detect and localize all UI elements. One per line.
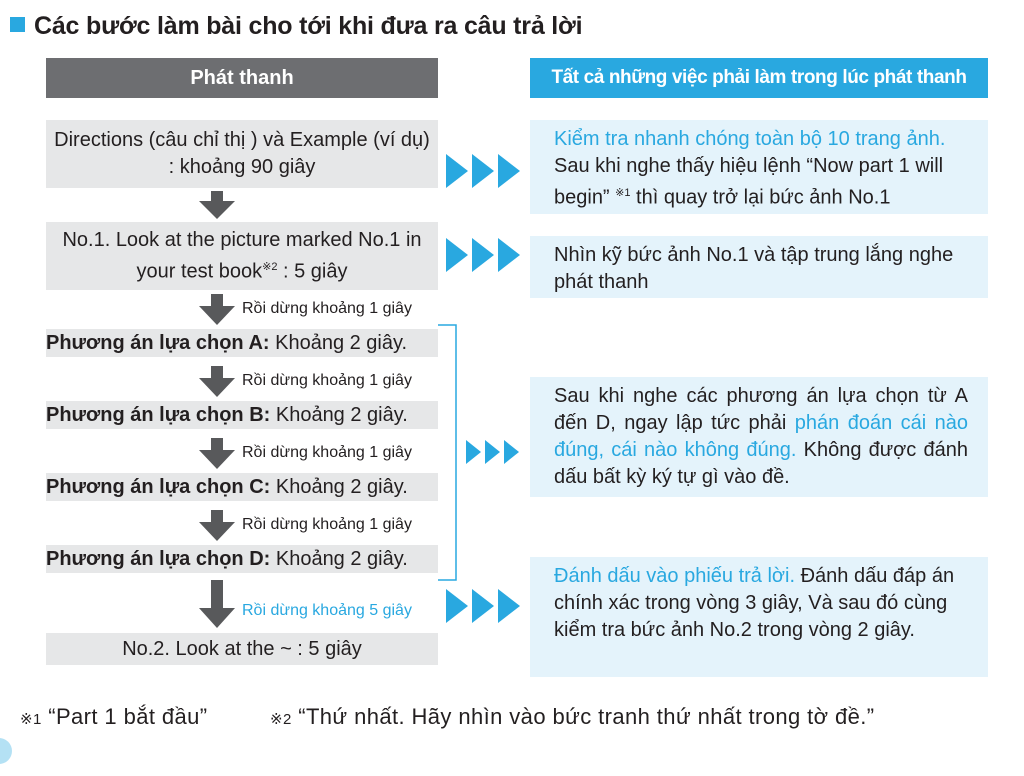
triple-arrow-icon	[446, 154, 522, 188]
title-square-icon	[10, 17, 25, 32]
box-no1: No.1. Look at the picture marked No.1 in your test book$^{※2}$ : 5 giây	[46, 222, 438, 290]
pause-label: Rồi dừng khoảng 1 giây	[242, 300, 412, 317]
task-box-listen: Nhìn kỹ bức ảnh No.1 và tập trung lắng nghe phát thanh	[530, 236, 988, 298]
page-title: Các bước làm bài cho tới khi đưa ra câu trả lời	[10, 12, 582, 41]
footnote-2: ※2 “Thứ nhất. Hãy nhìn vào bức tranh thứ nhất trong tờ đề.”	[270, 704, 875, 729]
task-box-mark: Đánh dấu vào phiếu trả lời. Đánh dấu đáp án chính xác trong vòng 3 giây, Và sau đó cùng kiểm tra bức ảnh No.2 trong vòng 2 giây.	[530, 557, 988, 677]
pause-label-5s: Rồi dừng khoảng 5 giây	[242, 602, 412, 619]
triple-arrow-icon	[466, 440, 522, 464]
down-arrow-icon	[195, 510, 239, 542]
down-arrow-icon	[195, 294, 239, 326]
option-a: Phương án lựa chọn A: Khoảng 2 giây.	[46, 329, 438, 357]
down-arrow-icon	[195, 438, 239, 470]
triple-arrow-icon	[446, 238, 522, 272]
pause-label: Rồi dừng khoảng 1 giây	[242, 372, 412, 389]
down-arrow-icon	[195, 191, 239, 221]
corner-circle	[0, 738, 12, 764]
header-tasks: Tất cả những việc phải làm trong lúc phát thanh	[530, 58, 988, 98]
task-box-judge: Sau khi nghe các phương án lựa chọn từ A đến D, ngay lập tức phải phán đoán cái nào đúng, cái nào không đúng. Không được đánh dấu bất kỳ ký tự gì vào đề.	[530, 377, 988, 497]
option-d: Phương án lựa chọn D: Khoảng 2 giây.	[46, 545, 438, 573]
down-arrow-icon	[195, 366, 239, 398]
option-c: Phương án lựa chọn C: Khoảng 2 giây.	[46, 473, 438, 501]
box-directions: Directions (câu chỉ thị ) và Example (ví dụ) : khoảng 90 giây	[46, 120, 438, 188]
option-b: Phương án lựa chọn B: Khoảng 2 giây.	[46, 401, 438, 429]
task-box-preview: Kiểm tra nhanh chóng toàn bộ 10 trang ảnh. Sau khi nghe thấy hiệu lệnh “Now part 1 will begin” $^{※1}$ thì quay trở lại bức ảnh No.1	[530, 120, 988, 214]
header-broadcast: Phát thanh	[46, 58, 438, 98]
down-arrow-icon	[195, 580, 239, 630]
options-bracket	[436, 322, 462, 584]
pause-label: Rồi dừng khoảng 1 giây	[242, 516, 412, 533]
triple-arrow-icon	[446, 589, 522, 623]
footnote-1: ※1 “Part 1 bắt đầu”	[20, 704, 208, 729]
box-no2: No.2. Look at the ~ : 5 giây	[46, 633, 438, 665]
pause-label: Rồi dừng khoảng 1 giây	[242, 444, 412, 461]
